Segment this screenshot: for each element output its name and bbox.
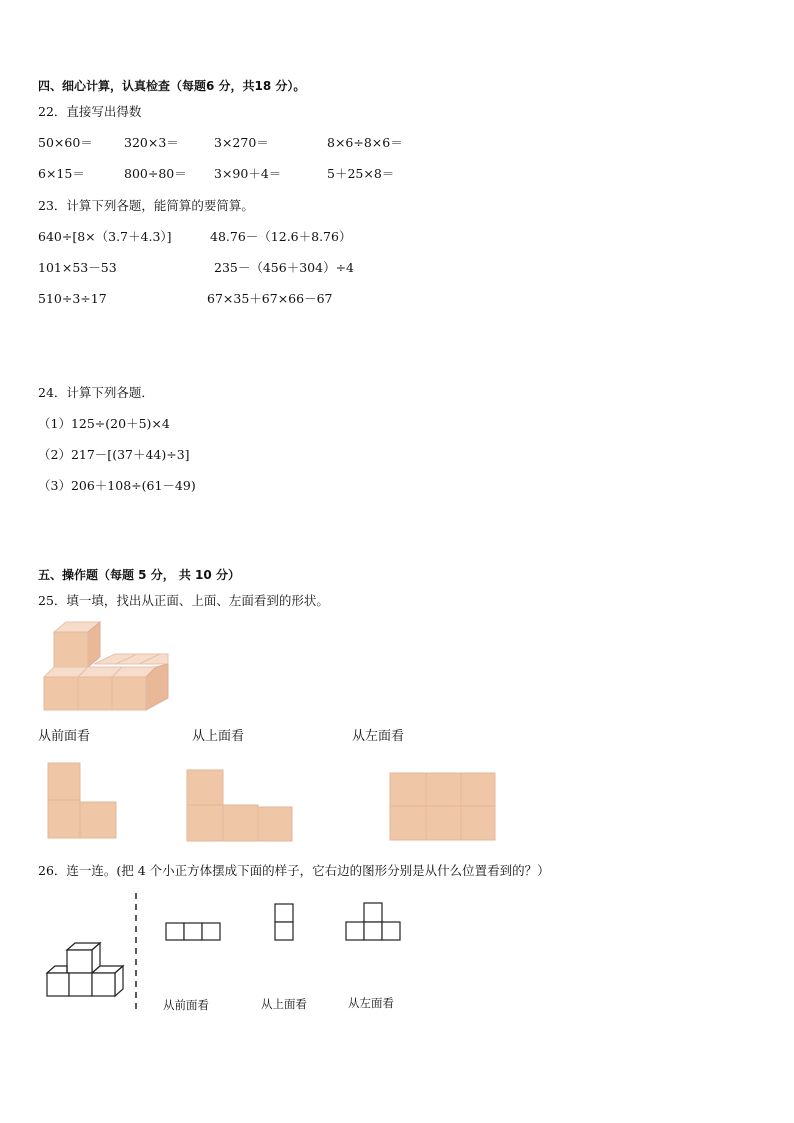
q26-label-top: 从上面看: [261, 997, 307, 1011]
q26-label-front: 从前面看: [163, 998, 209, 1012]
q26-cube-line-figure: [45, 940, 125, 1002]
q26-dashed-divider: [134, 893, 138, 1013]
question-24-title: 24．计算下列各题．: [38, 385, 154, 400]
q24-item-3: （3）206＋108÷(61－49): [38, 478, 196, 493]
q25-label-left: 从左面看: [352, 729, 405, 744]
q25-label-top: 从上面看: [192, 729, 245, 744]
q25-front-view-figure: [48, 763, 118, 839]
q23-expr: 235－（456＋304）÷4: [214, 260, 355, 275]
q24-item-2: （2）217－[(37＋44)÷3]: [38, 447, 190, 462]
q25-cube-stack-figure: [40, 620, 175, 715]
q22-expr: 5＋25×8＝: [327, 166, 395, 181]
q23-expr: 510÷3÷17: [38, 291, 107, 306]
question-25-title: 25．填一填，找出从正面、上面、左面看到的形状。: [38, 593, 329, 608]
q26-shape-three-in-row: [165, 922, 223, 942]
q24-item-1: （1）125÷(20＋5)×4: [38, 416, 170, 431]
q23-expr: 101×53－53: [38, 260, 117, 275]
q23-expr: 48.76－（12.6＋8.76）: [210, 229, 352, 244]
question-22-title: 22．直接写出得数: [38, 104, 142, 119]
section-4-title: 四、细心计算，认真检查（每题6 分，共18 分）。: [38, 79, 306, 93]
question-26-title: 26．连一连。(把 4 个小正方体摆成下面的样子，它右边的图形分别是从什么位置看到的？）: [38, 863, 550, 878]
q25-label-front: 从前面看: [38, 729, 91, 744]
q22-expr: 3×270＝: [214, 135, 269, 150]
q22-expr: 3×90＋4＝: [214, 166, 282, 181]
q22-expr: 8×6÷8×6＝: [327, 135, 403, 150]
q26-shape-t-shape: [345, 902, 403, 942]
q22-expr: 800÷80＝: [124, 166, 187, 181]
q23-expr: 67×35＋67×66－67: [207, 291, 333, 306]
question-23-title: 23．计算下列各题，能简算的要简算。: [38, 198, 254, 213]
section-5-title: 五、操作题（每题 5 分， 共 10 分）: [38, 568, 240, 582]
q23-expr: 640÷[8×（3.7＋4.3）]: [38, 229, 172, 244]
q22-expr: 320×3＝: [124, 135, 179, 150]
q26-shape-two-stacked: [274, 903, 296, 941]
q26-label-left: 从左面看: [348, 996, 394, 1010]
q25-left-view-figure: [390, 773, 496, 841]
q22-expr: 6×15＝: [38, 166, 85, 181]
q22-expr: 50×60＝: [38, 135, 93, 150]
q25-top-view-figure: [187, 770, 293, 842]
